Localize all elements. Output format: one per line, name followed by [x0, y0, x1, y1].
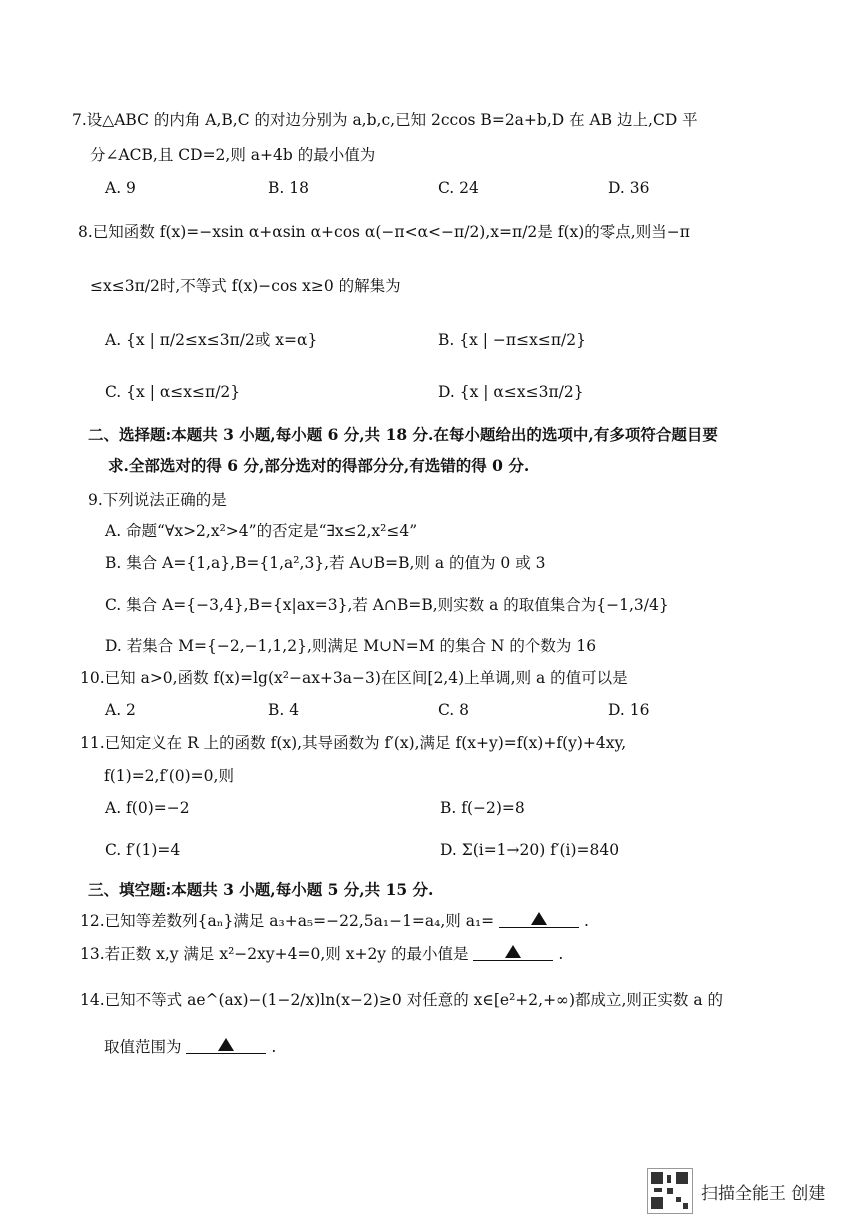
q11-stem-line1: 11.已知定义在 R 上的函数 f(x),其导函数为 f′(x),满足 f(x+y)=f(x)+f(y)+4xy,: [80, 734, 627, 752]
q14-period: .: [271, 1038, 277, 1056]
q11-option-c: C. f′(1)=4: [105, 841, 181, 859]
q9-option-b: B. 集合 A={1,a},B={1,a²,3},若 A∪B=B,则 a 的值为 0 或 3: [105, 554, 546, 572]
q12-text: 12.已知等差数列{aₙ}满足 a₃+a₅=−22,5a₁−1=a₄,则 a₁=: [80, 912, 495, 930]
q12-period: .: [584, 912, 589, 930]
q8-stem-line2: ≤x≤3π/2时,不等式 f(x)−cos x≥0 的解集为: [90, 277, 401, 295]
q10-option-c: C. 8: [438, 701, 470, 719]
q10-option-b: B. 4: [268, 701, 300, 719]
section3-heading: 三、填空题:本题共 3 小题,每小题 5 分,共 15 分.: [88, 880, 434, 899]
q9-option-d: D. 若集合 M={−2,−1,1,2},则满足 M∪N=M 的集合 N 的个数为 16: [105, 637, 597, 655]
qr-code-icon: [647, 1168, 693, 1214]
q9-option-c: C. 集合 A={−3,4},B={x|ax=3},若 A∩B=B,则实数 a 的取值集合为{−1,3/4}: [105, 596, 669, 614]
q7-stem-line2: 分∠ACB,且 CD=2,则 a+4b 的最小值为: [90, 146, 376, 164]
q10-option-d: D. 16: [608, 701, 650, 719]
triangle-icon: [505, 945, 521, 958]
q7-stem-line1: 7.设△ABC 的内角 A,B,C 的对边分别为 a,b,c,已知 2ccos B=2a+b,D 在 AB 边上,CD 平: [72, 111, 698, 129]
q13-text: 13.若正数 x,y 满足 x²−2xy+4=0,则 x+2y 的最小值是: [80, 945, 469, 963]
q9-stem: 9.下列说法正确的是: [88, 491, 227, 509]
q7-option-b: B. 18: [268, 179, 309, 197]
section2-heading-line2: 求.全部选对的得 6 分,部分选对的得部分分,有选错的得 0 分.: [108, 456, 530, 475]
q7-option-d: D. 36: [608, 179, 650, 197]
triangle-icon: [218, 1038, 234, 1051]
q7-option-c: C. 24: [438, 179, 479, 197]
q11-option-a: A. f(0)=−2: [105, 799, 190, 817]
q8-option-a: A. {x | π/2≤x≤3π/2或 x=α}: [105, 331, 318, 349]
watermark-text: 扫描全能王 创建: [701, 1183, 826, 1204]
q14-answer-blank: [186, 1037, 266, 1054]
q13-stem: [80, 944, 563, 964]
q8-stem-line1: 8.已知函数 f(x)=−xsin α+αsin α+cos α(−π<α<−π/2),x=π/2是 f(x)的零点,则当−π: [78, 223, 690, 241]
triangle-icon: [531, 912, 547, 925]
q11-option-d: D. Σ(i=1→20) f′(i)=840: [440, 841, 620, 859]
q14-stem-line2: [104, 1037, 276, 1057]
q8-option-c: C. {x | α≤x≤π/2}: [105, 383, 241, 401]
q14-stem-line1: 14.已知不等式 ae^(ax)−(1−2/x)ln(x−2)≥0 对任意的 x∈[e²+2,+∞)都成立,则正实数 a 的: [80, 991, 724, 1009]
q9-option-a: A. 命题“∀x>2,x²>4”的否定是“∃x≤2,x²≤4”: [105, 522, 418, 540]
q14-text: 取值范围为: [104, 1038, 182, 1056]
section2-heading-line1: 二、选择题:本题共 3 小题,每小题 6 分,共 18 分.在每小题给出的选项中,有多项符合题目要: [88, 425, 718, 444]
q8-option-d: D. {x | α≤x≤3π/2}: [438, 383, 584, 401]
q11-stem-line2: f(1)=2,f′(0)=0,则: [104, 767, 234, 785]
q13-answer-blank: [473, 944, 553, 961]
q11-option-b: B. f(−2)=8: [440, 799, 525, 817]
scanner-watermark: [647, 1168, 825, 1214]
q10-stem: 10.已知 a>0,函数 f(x)=lg(x²−ax+3a−3)在区间[2,4)上单调,则 a 的值可以是: [80, 669, 628, 687]
q13-period: .: [558, 945, 564, 963]
q12-answer-blank: [499, 911, 579, 928]
q8-option-b: B. {x | −π≤x≤π/2}: [438, 331, 586, 349]
q12-stem: [80, 911, 589, 931]
q7-option-a: A. 9: [105, 179, 136, 197]
q10-option-a: A. 2: [105, 701, 136, 719]
